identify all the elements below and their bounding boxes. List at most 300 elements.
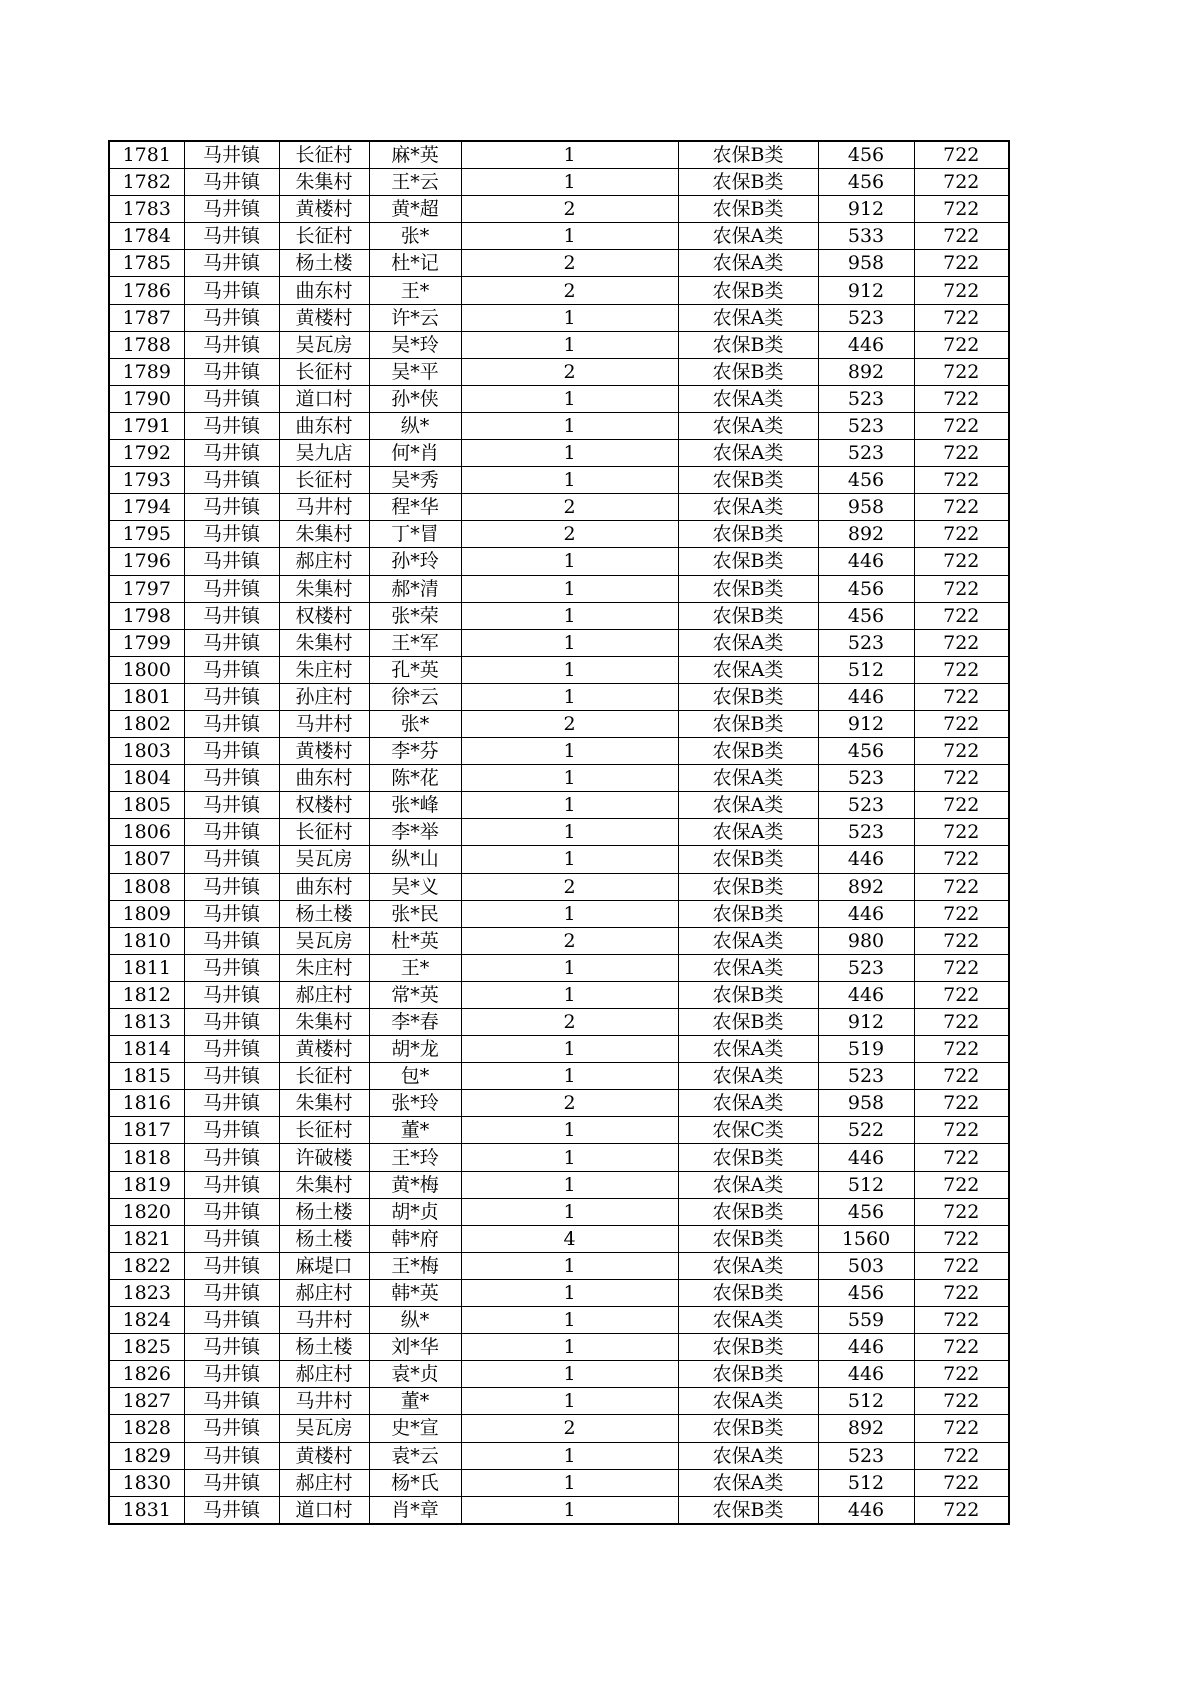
amount-cell: 980 xyxy=(818,927,914,954)
town-cell: 马井镇 xyxy=(184,873,279,900)
village-cell: 道口村 xyxy=(279,1496,369,1524)
code-cell: 722 xyxy=(914,981,1009,1008)
row-number-cell: 1804 xyxy=(109,765,184,792)
code-cell: 722 xyxy=(914,358,1009,385)
name-cell: 史*宣 xyxy=(369,1415,461,1442)
table-row xyxy=(109,1388,1009,1415)
code-cell: 722 xyxy=(914,467,1009,494)
category-cell: 农保B类 xyxy=(678,900,818,927)
name-cell: 黄*超 xyxy=(369,196,461,223)
code-cell: 722 xyxy=(914,304,1009,331)
table-row xyxy=(109,954,1009,981)
category-cell: 农保A类 xyxy=(678,819,818,846)
household-count-cell: 1 xyxy=(461,1144,678,1171)
code-cell: 722 xyxy=(914,412,1009,439)
code-cell: 722 xyxy=(914,1388,1009,1415)
household-count-cell: 1 xyxy=(461,1252,678,1279)
amount-cell: 456 xyxy=(818,467,914,494)
household-count-cell: 1 xyxy=(461,1063,678,1090)
category-cell: 农保A类 xyxy=(678,440,818,467)
village-cell: 马井村 xyxy=(279,494,369,521)
village-cell: 曲东村 xyxy=(279,277,369,304)
village-cell: 郝庄村 xyxy=(279,981,369,1008)
name-cell: 胡*龙 xyxy=(369,1036,461,1063)
town-cell: 马井镇 xyxy=(184,1307,279,1334)
town-cell: 马井镇 xyxy=(184,683,279,710)
household-count-cell: 1 xyxy=(461,169,678,196)
amount-cell: 892 xyxy=(818,358,914,385)
household-count-cell: 2 xyxy=(461,521,678,548)
table-row xyxy=(109,385,1009,412)
table-row xyxy=(109,1063,1009,1090)
amount-cell: 456 xyxy=(818,602,914,629)
category-cell: 农保B类 xyxy=(678,981,818,1008)
household-count-cell: 1 xyxy=(461,1279,678,1306)
amount-cell: 446 xyxy=(818,981,914,1008)
town-cell: 马井镇 xyxy=(184,738,279,765)
code-cell: 722 xyxy=(914,1090,1009,1117)
category-cell: 农保B类 xyxy=(678,575,818,602)
village-cell: 长征村 xyxy=(279,141,369,169)
household-count-cell: 1 xyxy=(461,1036,678,1063)
amount-cell: 958 xyxy=(818,250,914,277)
village-cell: 朱集村 xyxy=(279,629,369,656)
household-count-cell: 1 xyxy=(461,602,678,629)
town-cell: 马井镇 xyxy=(184,1144,279,1171)
village-cell: 长征村 xyxy=(279,223,369,250)
category-cell: 农保A类 xyxy=(678,223,818,250)
name-cell: 纵* xyxy=(369,412,461,439)
category-cell: 农保A类 xyxy=(678,1036,818,1063)
table-row xyxy=(109,1252,1009,1279)
amount-cell: 446 xyxy=(818,1496,914,1524)
category-cell: 农保B类 xyxy=(678,710,818,737)
village-cell: 长征村 xyxy=(279,467,369,494)
table-row xyxy=(109,765,1009,792)
town-cell: 马井镇 xyxy=(184,141,279,169)
category-cell: 农保A类 xyxy=(678,304,818,331)
amount-cell: 523 xyxy=(818,765,914,792)
table-row xyxy=(109,1171,1009,1198)
household-count-cell: 1 xyxy=(461,981,678,1008)
category-cell: 农保A类 xyxy=(678,1252,818,1279)
table-row xyxy=(109,250,1009,277)
row-number-cell: 1794 xyxy=(109,494,184,521)
row-number-cell: 1799 xyxy=(109,629,184,656)
household-count-cell: 1 xyxy=(461,683,678,710)
category-cell: 农保A类 xyxy=(678,494,818,521)
row-number-cell: 1806 xyxy=(109,819,184,846)
household-count-cell: 1 xyxy=(461,331,678,358)
table-row xyxy=(109,1307,1009,1334)
village-cell: 吴瓦房 xyxy=(279,331,369,358)
town-cell: 马井镇 xyxy=(184,1279,279,1306)
category-cell: 农保A类 xyxy=(678,1307,818,1334)
category-cell: 农保B类 xyxy=(678,169,818,196)
category-cell: 农保B类 xyxy=(678,548,818,575)
category-cell: 农保C类 xyxy=(678,1117,818,1144)
town-cell: 马井镇 xyxy=(184,1361,279,1388)
town-cell: 马井镇 xyxy=(184,602,279,629)
name-cell: 胡*贞 xyxy=(369,1198,461,1225)
row-number-cell: 1828 xyxy=(109,1415,184,1442)
household-count-cell: 2 xyxy=(461,927,678,954)
village-cell: 杨土楼 xyxy=(279,1198,369,1225)
town-cell: 马井镇 xyxy=(184,1469,279,1496)
amount-cell: 512 xyxy=(818,656,914,683)
village-cell: 朱集村 xyxy=(279,169,369,196)
row-number-cell: 1798 xyxy=(109,602,184,629)
amount-cell: 892 xyxy=(818,873,914,900)
town-cell: 马井镇 xyxy=(184,900,279,927)
town-cell: 马井镇 xyxy=(184,1117,279,1144)
table-row xyxy=(109,467,1009,494)
code-cell: 722 xyxy=(914,1117,1009,1144)
name-cell: 张*民 xyxy=(369,900,461,927)
town-cell: 马井镇 xyxy=(184,277,279,304)
household-count-cell: 4 xyxy=(461,1225,678,1252)
table-row xyxy=(109,331,1009,358)
name-cell: 吴*玲 xyxy=(369,331,461,358)
name-cell: 张*荣 xyxy=(369,602,461,629)
table-row xyxy=(109,169,1009,196)
name-cell: 李*举 xyxy=(369,819,461,846)
village-cell: 郝庄村 xyxy=(279,1469,369,1496)
table-row xyxy=(109,1036,1009,1063)
town-cell: 马井镇 xyxy=(184,1225,279,1252)
town-cell: 马井镇 xyxy=(184,331,279,358)
category-cell: 农保B类 xyxy=(678,1334,818,1361)
code-cell: 722 xyxy=(914,1198,1009,1225)
code-cell: 722 xyxy=(914,1279,1009,1306)
category-cell: 农保A类 xyxy=(678,792,818,819)
code-cell: 722 xyxy=(914,1063,1009,1090)
row-number-cell: 1796 xyxy=(109,548,184,575)
village-cell: 吴瓦房 xyxy=(279,927,369,954)
table-row xyxy=(109,1090,1009,1117)
code-cell: 722 xyxy=(914,196,1009,223)
name-cell: 纵*山 xyxy=(369,846,461,873)
row-number-cell: 1809 xyxy=(109,900,184,927)
row-number-cell: 1821 xyxy=(109,1225,184,1252)
code-cell: 722 xyxy=(914,250,1009,277)
table-row xyxy=(109,846,1009,873)
table-row xyxy=(109,683,1009,710)
village-cell: 长征村 xyxy=(279,1063,369,1090)
name-cell: 肖*章 xyxy=(369,1496,461,1524)
category-cell: 农保A类 xyxy=(678,1388,818,1415)
name-cell: 纵* xyxy=(369,1307,461,1334)
town-cell: 马井镇 xyxy=(184,1198,279,1225)
amount-cell: 519 xyxy=(818,1036,914,1063)
row-number-cell: 1793 xyxy=(109,467,184,494)
amount-cell: 523 xyxy=(818,412,914,439)
town-cell: 马井镇 xyxy=(184,223,279,250)
row-number-cell: 1791 xyxy=(109,412,184,439)
household-count-cell: 1 xyxy=(461,1307,678,1334)
row-number-cell: 1810 xyxy=(109,927,184,954)
amount-cell: 446 xyxy=(818,1144,914,1171)
amount-cell: 523 xyxy=(818,440,914,467)
town-cell: 马井镇 xyxy=(184,1334,279,1361)
household-count-cell: 1 xyxy=(461,765,678,792)
household-count-cell: 1 xyxy=(461,223,678,250)
code-cell: 722 xyxy=(914,169,1009,196)
row-number-cell: 1801 xyxy=(109,683,184,710)
category-cell: 农保A类 xyxy=(678,385,818,412)
household-count-cell: 1 xyxy=(461,1469,678,1496)
amount-cell: 523 xyxy=(818,304,914,331)
household-count-cell: 2 xyxy=(461,1090,678,1117)
code-cell: 722 xyxy=(914,494,1009,521)
village-cell: 杨土楼 xyxy=(279,1225,369,1252)
code-cell: 722 xyxy=(914,1307,1009,1334)
code-cell: 722 xyxy=(914,873,1009,900)
code-cell: 722 xyxy=(914,927,1009,954)
household-count-cell: 1 xyxy=(461,1388,678,1415)
household-count-cell: 1 xyxy=(461,440,678,467)
town-cell: 马井镇 xyxy=(184,1009,279,1036)
household-count-cell: 2 xyxy=(461,1415,678,1442)
village-cell: 道口村 xyxy=(279,385,369,412)
category-cell: 农保B类 xyxy=(678,1279,818,1306)
town-cell: 马井镇 xyxy=(184,1090,279,1117)
amount-cell: 456 xyxy=(818,169,914,196)
code-cell: 722 xyxy=(914,629,1009,656)
name-cell: 吴*平 xyxy=(369,358,461,385)
table-row xyxy=(109,602,1009,629)
table-row xyxy=(109,1225,1009,1252)
row-number-cell: 1800 xyxy=(109,656,184,683)
code-cell: 722 xyxy=(914,223,1009,250)
amount-cell: 523 xyxy=(818,792,914,819)
row-number-cell: 1808 xyxy=(109,873,184,900)
table-row xyxy=(109,900,1009,927)
table-row xyxy=(109,1009,1009,1036)
row-number-cell: 1788 xyxy=(109,331,184,358)
amount-cell: 559 xyxy=(818,1307,914,1334)
village-cell: 朱集村 xyxy=(279,1009,369,1036)
row-number-cell: 1786 xyxy=(109,277,184,304)
village-cell: 马井村 xyxy=(279,710,369,737)
amount-cell: 512 xyxy=(818,1469,914,1496)
name-cell: 韩*府 xyxy=(369,1225,461,1252)
table-row xyxy=(109,358,1009,385)
table-row xyxy=(109,1469,1009,1496)
category-cell: 农保B类 xyxy=(678,602,818,629)
code-cell: 722 xyxy=(914,1009,1009,1036)
amount-cell: 512 xyxy=(818,1171,914,1198)
table-row xyxy=(109,521,1009,548)
town-cell: 马井镇 xyxy=(184,358,279,385)
household-count-cell: 1 xyxy=(461,846,678,873)
village-cell: 郝庄村 xyxy=(279,1279,369,1306)
table-row xyxy=(109,412,1009,439)
household-count-cell: 1 xyxy=(461,412,678,439)
village-cell: 许破楼 xyxy=(279,1144,369,1171)
name-cell: 孙*侠 xyxy=(369,385,461,412)
table-row xyxy=(109,981,1009,1008)
category-cell: 农保B类 xyxy=(678,141,818,169)
row-number-cell: 1781 xyxy=(109,141,184,169)
row-number-cell: 1789 xyxy=(109,358,184,385)
amount-cell: 523 xyxy=(818,1063,914,1090)
amount-cell: 446 xyxy=(818,1334,914,1361)
table-row xyxy=(109,277,1009,304)
table-row xyxy=(109,575,1009,602)
code-cell: 722 xyxy=(914,683,1009,710)
village-cell: 郝庄村 xyxy=(279,1361,369,1388)
category-cell: 农保B类 xyxy=(678,1225,818,1252)
town-cell: 马井镇 xyxy=(184,521,279,548)
village-cell: 杨土楼 xyxy=(279,900,369,927)
amount-cell: 523 xyxy=(818,954,914,981)
category-cell: 农保A类 xyxy=(678,1442,818,1469)
table-row xyxy=(109,1334,1009,1361)
village-cell: 杨土楼 xyxy=(279,250,369,277)
row-number-cell: 1782 xyxy=(109,169,184,196)
village-cell: 权楼村 xyxy=(279,792,369,819)
table-row xyxy=(109,629,1009,656)
table-row xyxy=(109,656,1009,683)
town-cell: 马井镇 xyxy=(184,656,279,683)
town-cell: 马井镇 xyxy=(184,981,279,1008)
row-number-cell: 1831 xyxy=(109,1496,184,1524)
amount-cell: 912 xyxy=(818,196,914,223)
category-cell: 农保B类 xyxy=(678,683,818,710)
name-cell: 董* xyxy=(369,1388,461,1415)
amount-cell: 446 xyxy=(818,548,914,575)
name-cell: 杜*记 xyxy=(369,250,461,277)
row-number-cell: 1802 xyxy=(109,710,184,737)
category-cell: 农保A类 xyxy=(678,250,818,277)
code-cell: 722 xyxy=(914,1036,1009,1063)
name-cell: 李*芬 xyxy=(369,738,461,765)
row-number-cell: 1784 xyxy=(109,223,184,250)
amount-cell: 1560 xyxy=(818,1225,914,1252)
village-cell: 孙庄村 xyxy=(279,683,369,710)
household-count-cell: 2 xyxy=(461,196,678,223)
row-number-cell: 1816 xyxy=(109,1090,184,1117)
code-cell: 722 xyxy=(914,1361,1009,1388)
code-cell: 722 xyxy=(914,792,1009,819)
row-number-cell: 1822 xyxy=(109,1252,184,1279)
category-cell: 农保A类 xyxy=(678,765,818,792)
category-cell: 农保A类 xyxy=(678,1063,818,1090)
town-cell: 马井镇 xyxy=(184,1252,279,1279)
village-cell: 马井村 xyxy=(279,1388,369,1415)
table-row xyxy=(109,927,1009,954)
household-count-cell: 1 xyxy=(461,141,678,169)
household-count-cell: 1 xyxy=(461,575,678,602)
category-cell: 农保B类 xyxy=(678,1415,818,1442)
row-number-cell: 1807 xyxy=(109,846,184,873)
category-cell: 农保B类 xyxy=(678,738,818,765)
table-row xyxy=(109,710,1009,737)
household-count-cell: 2 xyxy=(461,873,678,900)
household-count-cell: 2 xyxy=(461,494,678,521)
town-cell: 马井镇 xyxy=(184,1036,279,1063)
town-cell: 马井镇 xyxy=(184,169,279,196)
village-cell: 朱集村 xyxy=(279,1171,369,1198)
village-cell: 朱集村 xyxy=(279,521,369,548)
amount-cell: 912 xyxy=(818,277,914,304)
household-count-cell: 1 xyxy=(461,1117,678,1144)
name-cell: 常*英 xyxy=(369,981,461,1008)
household-count-cell: 1 xyxy=(461,792,678,819)
village-cell: 朱集村 xyxy=(279,575,369,602)
amount-cell: 456 xyxy=(818,575,914,602)
category-cell: 农保A类 xyxy=(678,412,818,439)
row-number-cell: 1829 xyxy=(109,1442,184,1469)
category-cell: 农保A类 xyxy=(678,1171,818,1198)
category-cell: 农保B类 xyxy=(678,358,818,385)
category-cell: 农保B类 xyxy=(678,1144,818,1171)
name-cell: 王*云 xyxy=(369,169,461,196)
table-row xyxy=(109,548,1009,575)
household-count-cell: 1 xyxy=(461,467,678,494)
village-cell: 朱庄村 xyxy=(279,656,369,683)
amount-cell: 446 xyxy=(818,846,914,873)
category-cell: 农保B类 xyxy=(678,873,818,900)
row-number-cell: 1825 xyxy=(109,1334,184,1361)
amount-cell: 503 xyxy=(818,1252,914,1279)
name-cell: 陈*花 xyxy=(369,765,461,792)
category-cell: 农保B类 xyxy=(678,331,818,358)
category-cell: 农保B类 xyxy=(678,277,818,304)
table-row xyxy=(109,440,1009,467)
table-row xyxy=(109,494,1009,521)
category-cell: 农保A类 xyxy=(678,1469,818,1496)
name-cell: 王*梅 xyxy=(369,1252,461,1279)
town-cell: 马井镇 xyxy=(184,412,279,439)
amount-cell: 958 xyxy=(818,494,914,521)
category-cell: 农保A类 xyxy=(678,1090,818,1117)
row-number-cell: 1811 xyxy=(109,954,184,981)
table-row xyxy=(109,304,1009,331)
row-number-cell: 1819 xyxy=(109,1171,184,1198)
category-cell: 农保A类 xyxy=(678,656,818,683)
household-count-cell: 2 xyxy=(461,358,678,385)
name-cell: 董* xyxy=(369,1117,461,1144)
name-cell: 李*春 xyxy=(369,1009,461,1036)
household-count-cell: 1 xyxy=(461,629,678,656)
town-cell: 马井镇 xyxy=(184,1171,279,1198)
amount-cell: 523 xyxy=(818,819,914,846)
row-number-cell: 1817 xyxy=(109,1117,184,1144)
household-count-cell: 1 xyxy=(461,738,678,765)
household-count-cell: 1 xyxy=(461,954,678,981)
code-cell: 722 xyxy=(914,1469,1009,1496)
village-cell: 黄楼村 xyxy=(279,738,369,765)
village-cell: 黄楼村 xyxy=(279,196,369,223)
code-cell: 722 xyxy=(914,1334,1009,1361)
code-cell: 722 xyxy=(914,277,1009,304)
code-cell: 722 xyxy=(914,1171,1009,1198)
name-cell: 徐*云 xyxy=(369,683,461,710)
village-cell: 朱集村 xyxy=(279,1090,369,1117)
household-count-cell: 1 xyxy=(461,1334,678,1361)
code-cell: 722 xyxy=(914,819,1009,846)
subsidy-table xyxy=(108,140,1010,1525)
name-cell: 包* xyxy=(369,1063,461,1090)
village-cell: 吴九店 xyxy=(279,440,369,467)
code-cell: 722 xyxy=(914,1252,1009,1279)
amount-cell: 523 xyxy=(818,385,914,412)
name-cell: 袁*贞 xyxy=(369,1361,461,1388)
village-cell: 黄楼村 xyxy=(279,1036,369,1063)
amount-cell: 912 xyxy=(818,1009,914,1036)
